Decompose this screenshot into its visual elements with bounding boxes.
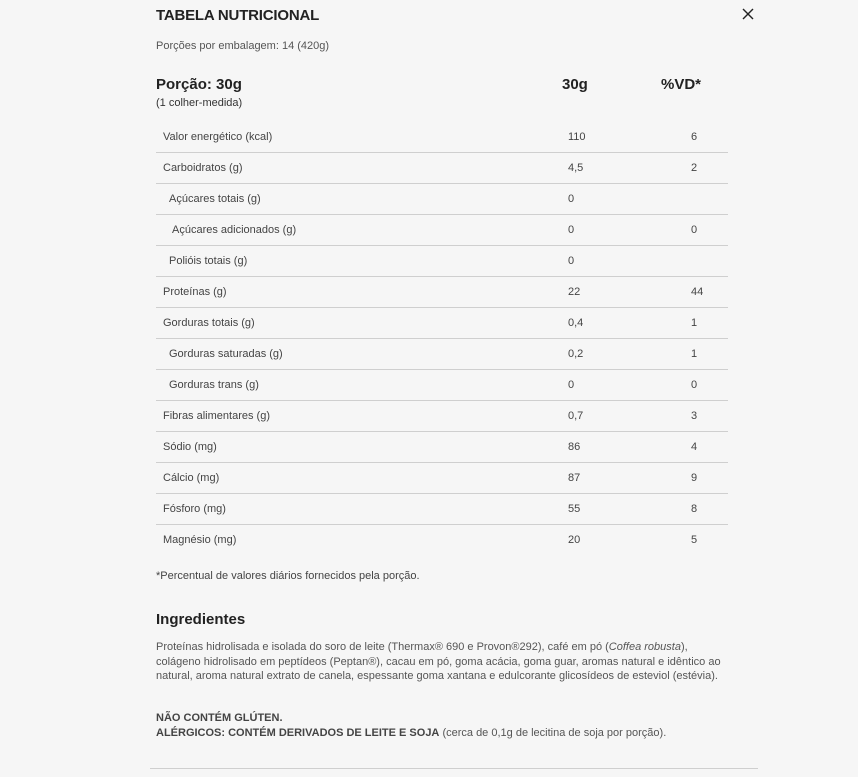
nutrient-label: Carboidratos (g) [163,162,243,174]
nutrient-label: Polióis totais (g) [169,255,248,267]
nutrient-vd: 9 [691,472,698,484]
nutrient-label: Fósforo (mg) [163,503,226,515]
nutrient-amount: 110 [568,131,586,143]
table-row [156,370,728,401]
nutrient-label: Açúcares totais (g) [169,193,261,205]
table-row [156,525,728,556]
nutrient-amount: 0,7 [568,410,584,422]
nutrient-vd: 0 [691,224,698,236]
close-button[interactable] [738,5,758,25]
vd-column-header: %VD* [661,76,702,93]
nutrient-vd: 1 [691,348,698,360]
portion-title: Porção: 30g [156,76,242,93]
portion-subtitle: (1 colher-medida) [156,97,243,109]
nutrient-amount: 0 [568,224,575,236]
nutrient-vd: 6 [691,131,698,143]
nutrient-amount: 87 [568,472,581,484]
amount-column-header: 30g [562,76,588,93]
nutrient-amount: 0 [568,193,575,205]
ingredients-text-part2: ), colágeno hidrolisado em peptídeos (Peptan®), cacau em pó, goma acácia, goma guar, aromas natural e idêntico ao natural, aroma natural extrato de canela, espessante goma xantana e edulcorante glicosídeos de esteviol (estévia). [156,641,721,682]
nutrient-vd: 8 [691,503,698,515]
nutrient-vd: 2 [691,162,698,174]
nutrient-label: Sódio (mg) [163,441,217,453]
nutrient-label: Açúcares adicionados (g) [172,224,297,236]
nutrient-label: Gorduras totais (g) [163,317,255,329]
close-icon [738,5,758,25]
nutrient-amount: 0,4 [568,317,584,329]
nutrient-vd: 44 [691,286,704,298]
table-row [156,246,728,277]
table-row [156,339,728,370]
table-row [156,308,728,339]
allergens-notice [156,727,666,739]
nutrient-amount: 0,2 [568,348,584,360]
vd-footnote: *Percentual de valores diários fornecidos pela porção. [156,570,420,582]
bottom-divider [150,768,758,769]
table-row [156,432,728,463]
nutrient-vd: 0 [691,379,698,391]
table-row [156,153,728,184]
nutrient-amount: 86 [568,441,581,453]
nutrient-amount: 0 [568,379,575,391]
nutrient-label: Fibras alimentares (g) [163,410,270,422]
modal-title: TABELA NUTRICIONAL [156,7,320,24]
gluten-notice: NÃO CONTÉM GLÚTEN. [156,712,283,724]
nutrient-vd: 3 [691,410,698,422]
table-row [156,401,728,432]
nutrient-vd: 4 [691,441,698,453]
nutrient-amount: 22 [568,286,581,298]
nutrient-label: Gorduras saturadas (g) [169,348,283,360]
nutrient-label: Proteínas (g) [163,286,227,298]
nutrient-vd: 1 [691,317,698,329]
nutrient-amount: 0 [568,255,575,267]
nutrient-label: Cálcio (mg) [163,472,220,484]
table-row [156,184,728,215]
servings-per-package: Porções por embalagem: 14 (420g) [156,40,330,52]
allergens-detail: (cerca de 0,1g de lecitina de soja por porção). [439,727,667,739]
nutrient-amount: 20 [568,534,581,546]
ingredients-text-italic: Coffea robusta [608,641,681,653]
table-row [156,215,728,246]
nutrient-amount: 4,5 [568,162,584,174]
nutrient-amount: 55 [568,503,581,515]
nutrient-vd: 5 [691,534,698,546]
ingredients-text [156,640,728,684]
nutrient-label: Gorduras trans (g) [169,379,259,391]
ingredients-text-part1: Proteínas hidrolisada e isolada do soro de leite (Thermax® 690 e Provon®292), café em pó ( [156,641,609,653]
nutrition-table [156,122,728,556]
table-row [156,494,728,525]
table-row [156,277,728,308]
table-row [156,463,728,494]
ingredients-title: Ingredientes [156,611,246,628]
nutrient-label: Valor energético (kcal) [163,131,273,143]
table-row [156,122,728,153]
nutrient-label: Magnésio (mg) [163,534,237,546]
allergens-bold: ALÉRGICOS: CONTÉM DERIVADOS DE LEITE E SOJA [156,727,440,739]
